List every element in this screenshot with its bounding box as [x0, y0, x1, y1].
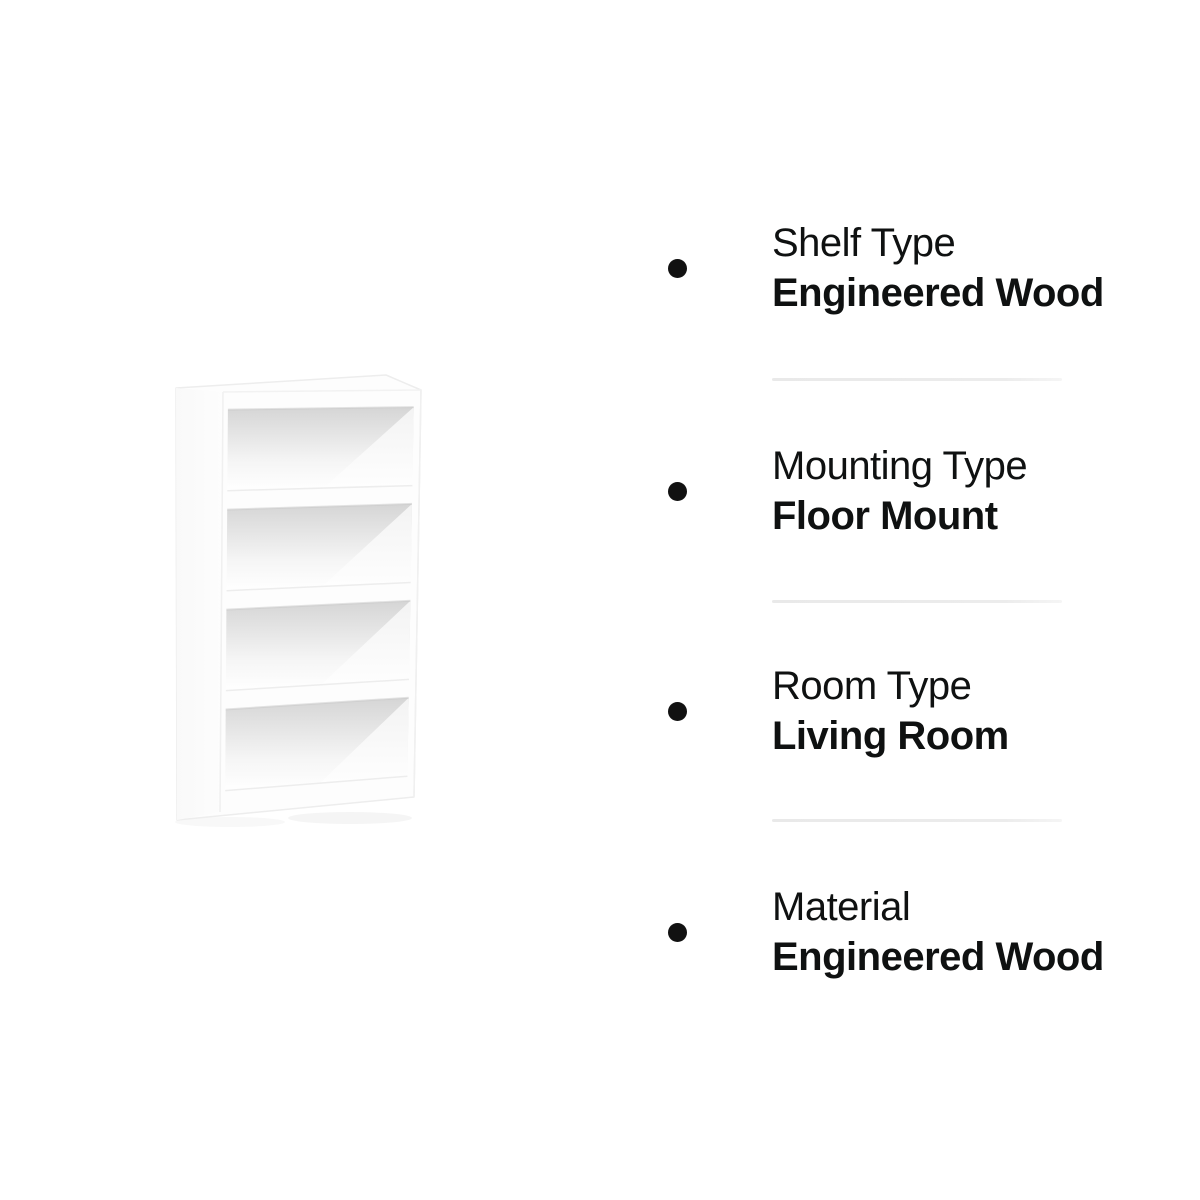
bookcase-side-panel: [176, 388, 223, 820]
divider: [772, 819, 1062, 822]
spec-label: Material: [772, 885, 911, 929]
spec-label: Room Type: [772, 664, 972, 708]
spec-label: Mounting Type: [772, 444, 1028, 488]
shelf-opening-1: [227, 407, 413, 491]
divider: [772, 378, 1062, 381]
bullet-icon: [668, 702, 687, 721]
spec-value: Engineered Wood: [772, 935, 1104, 979]
bullet-icon: [668, 923, 687, 942]
shelf-opening-3: [226, 601, 411, 691]
spec-value: Living Room: [772, 714, 1009, 758]
spec-item-material: [668, 882, 1104, 982]
bullet-icon: [668, 259, 687, 278]
shelf-opening-2: [227, 504, 412, 591]
spec-item-mounting-type: [668, 441, 1027, 541]
divider: [772, 600, 1062, 603]
spec-item-shelf-type: [668, 218, 1104, 318]
spec-label: Shelf Type: [772, 221, 956, 265]
bullet-icon: [668, 482, 687, 501]
spec-value: Floor Mount: [772, 494, 998, 538]
spec-item-room-type: [668, 661, 1009, 761]
shelf-opening-4: [225, 698, 409, 791]
spec-value: Engineered Wood: [772, 271, 1104, 315]
